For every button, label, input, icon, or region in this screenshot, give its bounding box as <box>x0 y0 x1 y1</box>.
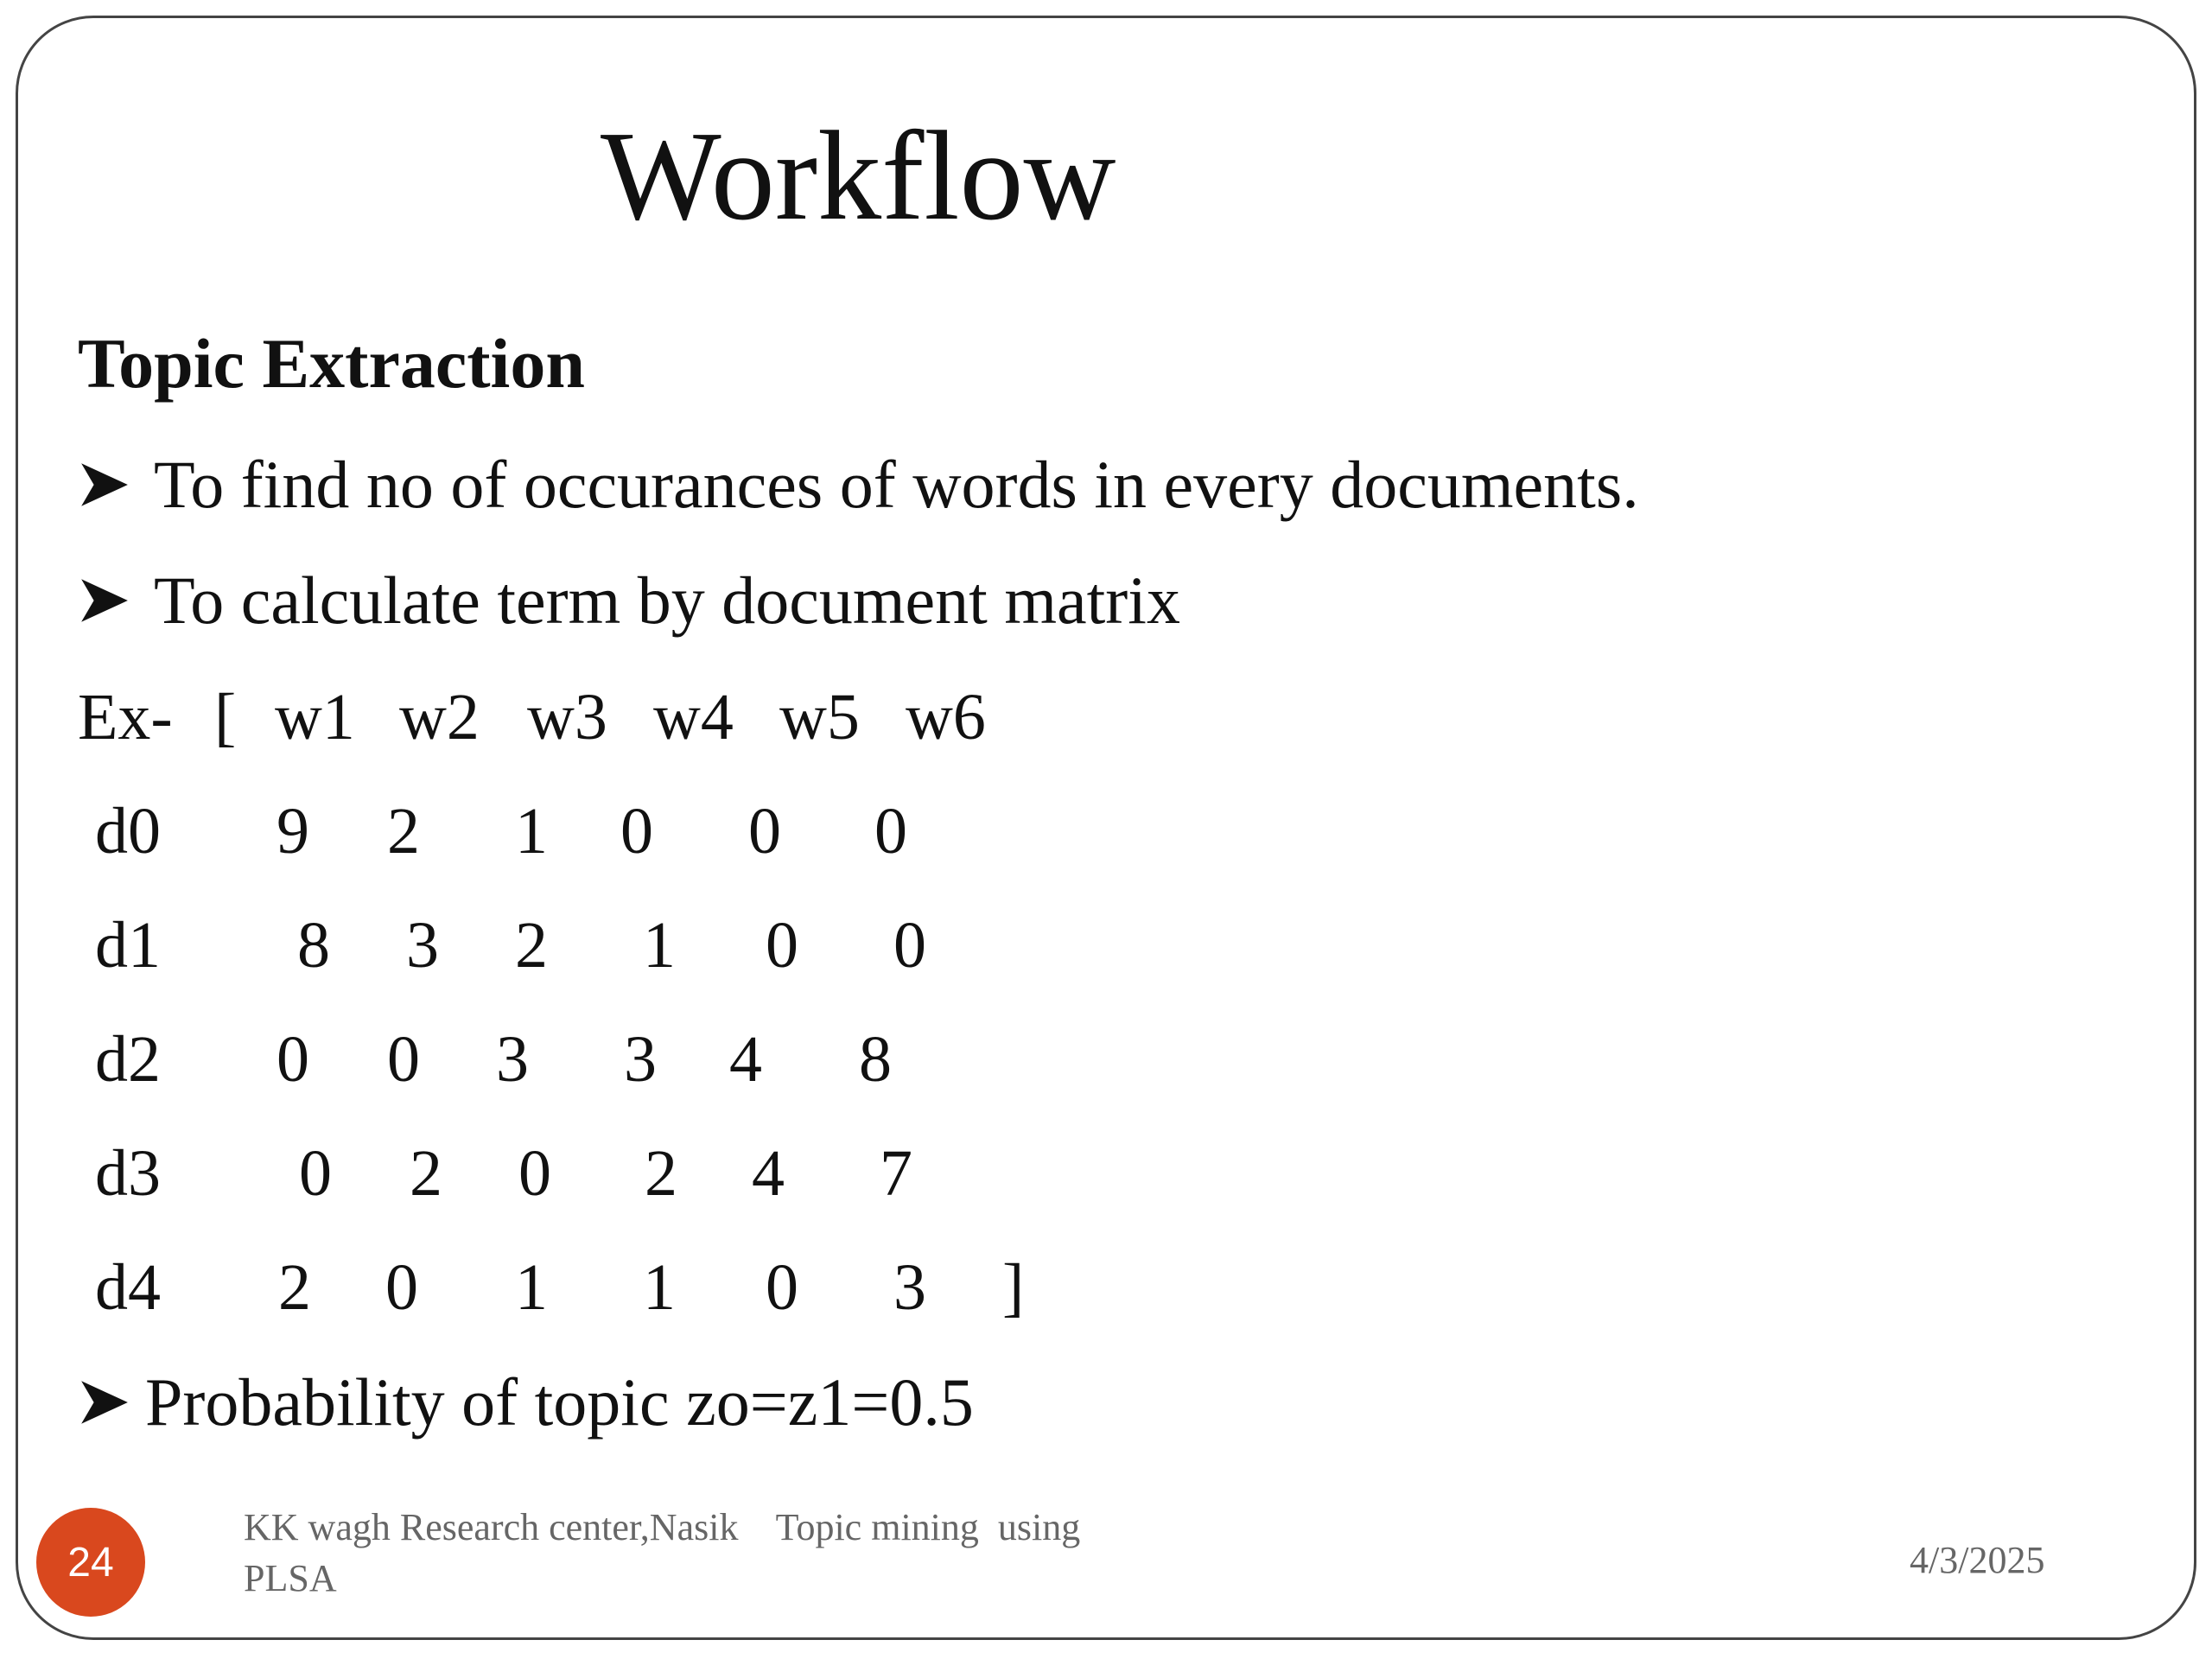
matrix-cell: 4 <box>729 1023 762 1096</box>
matrix-cell: 1 <box>643 1251 676 1324</box>
arrow-bullet-icon <box>78 1376 131 1429</box>
matrix-close-bracket: ] <box>1002 1251 1025 1324</box>
column-header: w2 <box>399 681 480 753</box>
matrix-cell: 3 <box>406 909 439 982</box>
footer-source <box>244 1502 1080 1605</box>
column-header: w4 <box>653 681 734 753</box>
column-header: w6 <box>906 681 986 753</box>
arrow-bullet-icon <box>78 574 131 627</box>
matrix-cell: 2 <box>278 1251 311 1324</box>
footer-line-1: KK wagh Research center,Nasik Topic mining using <box>244 1506 1081 1548</box>
probability-text: Probability of topic zo=z1=0.5 <box>145 1364 974 1440</box>
matrix-cell: 3 <box>624 1023 657 1096</box>
matrix-cell: 1 <box>643 909 676 982</box>
matrix-cell: 0 <box>874 795 907 868</box>
slide-number-badge: 24 <box>36 1508 145 1617</box>
matrix-cell: 4 <box>752 1137 785 1210</box>
matrix-cell: 0 <box>748 795 781 868</box>
slide-title: Workflow <box>601 105 1116 247</box>
matrix-cell: 1 <box>515 795 548 868</box>
matrix-cell: 0 <box>276 1023 309 1096</box>
matrix-open-bracket: [ <box>214 681 237 753</box>
bullet-text: To calculate term by document matrix <box>154 563 1180 638</box>
matrix-cell: 2 <box>387 795 420 868</box>
matrix-cell: 0 <box>387 1023 420 1096</box>
row-label: d2 <box>95 1023 161 1096</box>
row-label: d3 <box>95 1137 161 1210</box>
matrix-cell: 7 <box>880 1137 912 1210</box>
example-prefix: Ex- <box>78 681 173 753</box>
column-header: w5 <box>779 681 860 753</box>
matrix-cell: 3 <box>496 1023 529 1096</box>
matrix-cell: 0 <box>620 795 653 868</box>
matrix-cell: 0 <box>299 1137 332 1210</box>
row-label: d1 <box>95 909 161 982</box>
row-label: d0 <box>95 795 161 868</box>
matrix-cell: 8 <box>297 909 330 982</box>
matrix-cell: 9 <box>276 795 309 868</box>
column-header: w1 <box>275 681 355 753</box>
matrix-cell: 0 <box>766 1251 798 1324</box>
footer-date: 4/3/2025 <box>1910 1539 2045 1581</box>
matrix-cell: 0 <box>766 909 798 982</box>
matrix-cell: 2 <box>645 1137 677 1210</box>
matrix-cell: 2 <box>410 1137 442 1210</box>
matrix-cell: 0 <box>385 1251 418 1324</box>
column-header: w3 <box>527 681 607 753</box>
matrix-cell: 0 <box>518 1137 551 1210</box>
matrix-cell: 3 <box>893 1251 926 1324</box>
matrix-cell: 0 <box>893 909 926 982</box>
matrix-cell: 8 <box>859 1023 892 1096</box>
footer-line-2: PLSA <box>244 1557 337 1600</box>
matrix-cell: 1 <box>515 1251 548 1324</box>
row-label: d4 <box>95 1251 161 1324</box>
matrix-cell: 2 <box>515 909 548 982</box>
arrow-bullet-icon <box>78 458 131 512</box>
section-heading: Topic Extraction <box>78 324 585 403</box>
bullet-text: To find no of occurances of words in every documents. <box>154 447 1639 522</box>
